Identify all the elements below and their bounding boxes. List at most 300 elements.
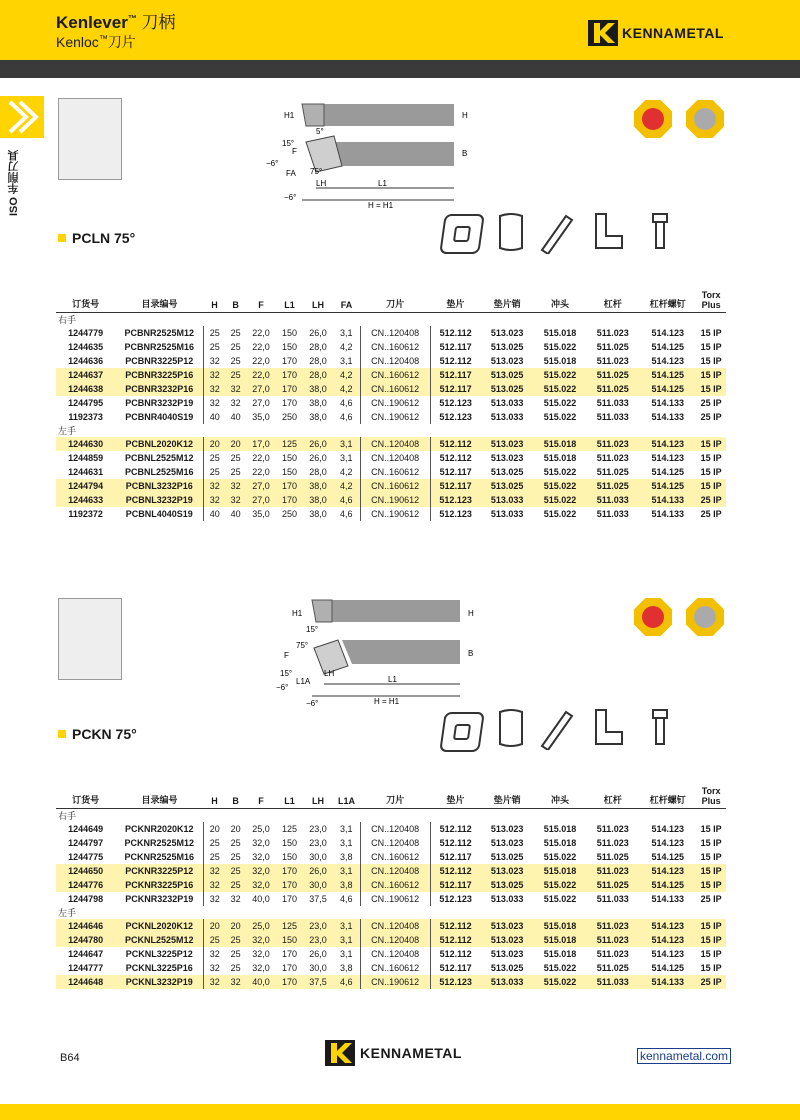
table-cell: CN..120408 [360, 437, 430, 451]
application-photo [58, 598, 122, 680]
table-cell: 511.025 [596, 342, 629, 352]
table-cell: 26,0 [303, 864, 333, 878]
side-label: ISO 车削刀具 [8, 150, 20, 217]
table-cell: 15 IP [700, 356, 722, 366]
table-cell: 511.023 [596, 453, 629, 463]
dim-label: 15° [280, 669, 293, 678]
yellow-square-icon [58, 234, 66, 242]
table-cell: 22,0 [252, 453, 270, 463]
table-cell: 250 [281, 412, 298, 422]
table-cell: 515.018 [543, 328, 577, 338]
table-cell: 514.125 [639, 382, 696, 396]
dim-label: H1 [292, 609, 303, 618]
table-cell: 25 IP [700, 412, 722, 422]
table-cell: 22,0 [246, 368, 276, 382]
material-grey-icon [686, 100, 724, 138]
column-header: FA [333, 256, 360, 313]
kennametal-logo: KENNAMETAL [324, 1040, 462, 1066]
table-cell: 515.022 [534, 368, 587, 382]
pin-icon [538, 210, 574, 254]
table-cell: 3,8 [333, 878, 360, 892]
table-row [56, 507, 726, 521]
table-cell: 515.022 [534, 382, 587, 396]
table-cell: 515.022 [543, 398, 577, 408]
table-cell: 15 IP [696, 368, 726, 382]
dim-label: 15° [282, 139, 295, 148]
table-cell: 514.123 [651, 356, 685, 366]
table-row [56, 947, 726, 961]
table-cell: 1192373 [68, 412, 103, 422]
pcln-table [56, 256, 726, 521]
table-row [56, 326, 726, 340]
dim-label: 75° [310, 167, 323, 176]
column-header: 垫片销 [481, 256, 534, 313]
table-cell: 514.123 [639, 933, 696, 947]
header-subtitle: Kenloc™刀片 [56, 33, 136, 50]
table-cell: PCBNL2525M12 [125, 453, 194, 463]
column-header: L1A [333, 752, 360, 809]
table-cell: 511.023 [596, 328, 629, 338]
table-cell: 32 [225, 493, 246, 507]
table-cell: 32,0 [246, 878, 276, 892]
table-cell: 514.123 [651, 838, 685, 848]
website-link[interactable]: kennametal.com [637, 1048, 731, 1064]
table-cell: PCKNL3225P12 [125, 949, 193, 959]
table-row [56, 919, 726, 933]
table-cell: 512.117 [430, 340, 481, 354]
table-cell: CN..160612 [360, 368, 430, 382]
material-red-icon [634, 598, 672, 636]
table-cell: 23,0 [303, 933, 333, 947]
table-cell: 32 [225, 382, 246, 396]
table-cell: 38,0 [303, 493, 333, 507]
table-cell: 28,0 [309, 467, 327, 477]
table-cell: 20 [225, 919, 246, 933]
table-cell: 25 [204, 326, 225, 340]
table-cell: 170 [276, 864, 303, 878]
table-row [56, 933, 726, 947]
table-cell: 22,0 [252, 467, 270, 477]
table-cell: PCBNR3232P19 [125, 398, 194, 408]
table-row [56, 864, 726, 878]
table-cell: PCKNL2525M12 [115, 933, 204, 947]
table-cell: 15 IP [700, 838, 722, 848]
table-cell: 515.022 [534, 493, 587, 507]
table-cell: 513.025 [481, 479, 534, 493]
chevron-right-icon [0, 96, 44, 138]
table-cell: PCKNL3225P16 [125, 963, 193, 973]
table-cell: 3,1 [340, 328, 353, 338]
table-cell: 4,2 [333, 479, 360, 493]
table-cell: 25 IP [700, 509, 722, 519]
table-cell: 1244647 [68, 949, 104, 959]
table-cell: 25 [204, 933, 225, 947]
table-cell: 3,1 [333, 933, 360, 947]
table-cell: 1244777 [68, 963, 104, 973]
table-cell: 515.018 [543, 453, 577, 463]
table-cell: CN..190612 [360, 396, 430, 410]
column-header: LH [303, 752, 333, 809]
table-cell: 32 [204, 354, 225, 368]
table-cell: CN..160612 [360, 340, 430, 354]
table-cell: 25 [230, 453, 241, 463]
table-cell: 25 [230, 328, 241, 338]
table-cell: 25,0 [252, 824, 270, 834]
table-cell: 250 [281, 509, 298, 519]
table-cell: 22,0 [252, 356, 270, 366]
table-cell: 511.025 [596, 467, 629, 477]
table-cell: 25 [230, 852, 241, 862]
table-cell: CN..160612 [360, 465, 430, 479]
table-cell: 1244648 [56, 975, 115, 989]
table-cell: 125 [276, 437, 303, 451]
table-cell: 514.123 [639, 864, 696, 878]
table-cell: 3,1 [340, 824, 353, 834]
table-cell: 514.133 [651, 509, 685, 519]
table-cell: 150 [281, 453, 298, 463]
dim-label: LH [324, 669, 335, 678]
table-cell: 512.112 [430, 437, 481, 451]
table-cell: 32,0 [246, 933, 276, 947]
table-cell: 512.123 [430, 493, 481, 507]
table-cell: 514.123 [639, 919, 696, 933]
table-cell: 515.022 [534, 975, 587, 989]
table-cell: 25 [225, 933, 246, 947]
table-cell: 38,0 [309, 398, 327, 408]
dim-label: LH [316, 179, 327, 188]
table-cell: 514.123 [651, 824, 685, 834]
table-cell: 28,0 [309, 356, 327, 366]
table-cell: 25,0 [246, 919, 276, 933]
column-header: 订货号 [56, 256, 115, 313]
table-cell: 32 [204, 396, 225, 410]
column-header: H [204, 752, 225, 809]
section-title: PCKN 75° [58, 726, 137, 742]
column-header: LH [303, 256, 333, 313]
table-cell: 27,0 [246, 382, 276, 396]
table-cell: 515.018 [543, 824, 577, 834]
table-cell: 514.125 [639, 878, 696, 892]
table-cell: 15 IP [700, 963, 722, 973]
dim-label: L1 [378, 179, 387, 188]
table-cell: 40,0 [252, 894, 270, 904]
column-header: 目录编号 [115, 256, 204, 313]
table-cell: 511.023 [586, 933, 639, 947]
insert-icon [439, 712, 485, 752]
table-cell: 15 IP [696, 933, 726, 947]
table-cell: 22,0 [252, 342, 270, 352]
table-cell: CN..160612 [360, 961, 430, 975]
table-cell: PCBNL2525M16 [125, 467, 194, 477]
table-cell: PCKNL3232P19 [115, 975, 204, 989]
table-cell: 513.023 [490, 824, 524, 834]
column-header: F [246, 256, 276, 313]
table-cell: 30,0 [309, 963, 327, 973]
table-cell: CN..120408 [360, 326, 430, 340]
table-cell: 511.025 [586, 479, 639, 493]
table-cell: 4,6 [340, 398, 353, 408]
table-cell: 25 [225, 368, 246, 382]
material-red-icon [634, 100, 672, 138]
table-cell: 512.123 [430, 410, 481, 424]
table-cell: 32 [204, 479, 225, 493]
table-cell: 515.018 [534, 864, 587, 878]
table-cell: 512.117 [430, 850, 481, 864]
table-cell: 15 IP [700, 467, 722, 477]
column-header: 刀片 [360, 752, 430, 809]
table-cell: 515.022 [534, 878, 587, 892]
kennametal-logo: KENNAMETAL [588, 20, 724, 46]
table-cell: 32 [204, 368, 225, 382]
table-cell: PCKNR3232P19 [125, 894, 194, 904]
table-cell: PCBNL4040S19 [125, 509, 193, 519]
table-cell: CN..120408 [360, 354, 430, 368]
table-cell: 150 [281, 852, 298, 862]
tool-drawing [272, 592, 482, 712]
dim-label: 75° [296, 641, 309, 650]
table-cell: 26,0 [303, 437, 333, 451]
table-cell: 511.025 [586, 878, 639, 892]
dim-label: L1A [296, 677, 311, 686]
table-cell: 32 [204, 493, 225, 507]
table-cell: 3,8 [340, 852, 353, 862]
table-cell: 170 [281, 356, 298, 366]
table-cell: 37,5 [309, 894, 327, 904]
table-cell: 150 [276, 933, 303, 947]
table-cell: 15 IP [700, 824, 722, 834]
table-cell: 1244631 [68, 467, 104, 477]
table-cell: CN..190612 [360, 493, 430, 507]
table-cell: 3,1 [333, 864, 360, 878]
table-cell: PCKNR2525M12 [124, 838, 195, 848]
table-cell: 1244635 [68, 342, 104, 352]
lever-icon [590, 708, 626, 748]
column-header: 垫片 [430, 752, 481, 809]
table-cell: 512.112 [430, 947, 481, 961]
table-cell: 32 [204, 864, 225, 878]
table-cell: 514.123 [651, 328, 685, 338]
table-cell: 511.023 [596, 824, 629, 834]
table-cell: 32,0 [252, 963, 270, 973]
table-cell: 513.023 [490, 356, 524, 366]
table-cell: 32,0 [252, 949, 270, 959]
table-cell: 514.125 [639, 479, 696, 493]
table-cell: 512.123 [430, 975, 481, 989]
table-cell: 513.025 [481, 382, 534, 396]
table-row [56, 493, 726, 507]
table-cell: 4,6 [340, 412, 353, 422]
table-row [56, 465, 726, 479]
column-header: 杠杆螺钉 [639, 752, 696, 809]
table-cell: 3,1 [340, 356, 353, 366]
dim-label: 15° [306, 625, 319, 634]
table-cell: 513.033 [490, 509, 524, 519]
insert-icon [439, 214, 485, 254]
table-cell: 20 [230, 824, 241, 834]
table-cell: 28,0 [309, 342, 327, 352]
table-cell: 125 [281, 824, 298, 834]
table-cell: 513.023 [481, 864, 534, 878]
table-row [56, 354, 726, 368]
application-photo [58, 98, 122, 180]
table-cell: 513.023 [490, 838, 524, 848]
table-cell: 32 [230, 894, 241, 904]
table-cell: 514.133 [639, 493, 696, 507]
table-row [56, 396, 726, 410]
table-cell: 25 [230, 963, 241, 973]
table-cell: 27,0 [252, 398, 270, 408]
table-cell: 513.025 [481, 878, 534, 892]
table-cell: 513.033 [481, 493, 534, 507]
dim-label: H [462, 111, 468, 120]
dim-label: H = H1 [374, 697, 400, 706]
table-cell: 4,2 [340, 467, 353, 477]
table-cell: 515.018 [543, 838, 577, 848]
table-row [56, 878, 726, 892]
table-cell: 1244779 [68, 328, 104, 338]
dim-label: B [468, 649, 474, 658]
table-cell: 1244776 [56, 878, 115, 892]
table-cell: 23,0 [309, 838, 327, 848]
table-cell: 515.018 [534, 437, 587, 451]
header-dark-band [0, 60, 800, 78]
table-cell: 1244649 [68, 824, 104, 834]
table-cell: PCBNL2020K12 [115, 437, 204, 451]
table-cell: 513.023 [490, 453, 524, 463]
column-header: Torx Plus [696, 752, 726, 809]
table-row [56, 850, 726, 864]
table-cell: 511.033 [586, 975, 639, 989]
table-cell: 513.023 [481, 919, 534, 933]
column-header: 订货号 [56, 752, 115, 809]
dim-label: −6° [284, 193, 297, 202]
table-cell: CN..120408 [360, 864, 430, 878]
table-cell: 25 [230, 838, 241, 848]
table-cell: 28,0 [303, 368, 333, 382]
table-cell: 4,2 [333, 368, 360, 382]
table-cell: 512.123 [430, 507, 481, 521]
table-cell: 511.025 [596, 963, 629, 973]
table-cell: 150 [281, 838, 298, 848]
table-row [56, 340, 726, 354]
table-cell: 40,0 [246, 975, 276, 989]
table-cell: 515.018 [543, 356, 577, 366]
group-label-row [56, 809, 726, 823]
table-cell: 514.123 [651, 453, 685, 463]
screw-icon [650, 708, 670, 748]
table-cell: 514.125 [651, 852, 685, 862]
table-cell: 515.022 [534, 479, 587, 493]
table-cell: 25 [225, 864, 246, 878]
table-cell: 515.018 [543, 949, 577, 959]
column-header: 冲头 [534, 256, 587, 313]
table-cell: 513.033 [490, 894, 524, 904]
table-cell: 1244638 [56, 382, 115, 396]
table-cell: 32 [204, 878, 225, 892]
table-cell: 4,6 [340, 894, 353, 904]
table-cell: 514.133 [639, 975, 696, 989]
table-cell: 20 [225, 437, 246, 451]
column-header: 冲头 [534, 752, 587, 809]
table-cell: 513.033 [481, 975, 534, 989]
table-cell: 25 [204, 451, 225, 465]
table-cell: 513.023 [481, 933, 534, 947]
table-row [56, 479, 726, 493]
column-header: 刀片 [360, 256, 430, 313]
table-cell: 40 [230, 509, 241, 519]
table-cell: 170 [281, 949, 298, 959]
table-cell: 15 IP [700, 453, 722, 463]
table-cell: 32 [230, 398, 241, 408]
dim-label: H [468, 609, 474, 618]
table-cell: 170 [281, 963, 298, 973]
table-cell: 511.023 [586, 919, 639, 933]
dim-label: H = H1 [368, 201, 394, 210]
table-cell: 512.112 [430, 864, 481, 878]
table-cell: 35,0 [252, 412, 270, 422]
table-cell: 512.117 [430, 465, 481, 479]
yellow-square-icon [58, 730, 66, 738]
table-row [56, 836, 726, 850]
material-grey-icon [686, 598, 724, 636]
table-cell: 512.117 [430, 479, 481, 493]
table-cell: 15 IP [696, 382, 726, 396]
table-cell: 170 [276, 479, 303, 493]
table-cell: 25 [204, 465, 225, 479]
logo-k-icon [324, 1040, 356, 1066]
table-cell: 25 [225, 878, 246, 892]
table-cell: 511.033 [596, 509, 629, 519]
table-cell: 3,1 [333, 919, 360, 933]
table-cell: 515.022 [543, 509, 577, 519]
column-header: 垫片销 [481, 752, 534, 809]
group-label: 左手 [58, 426, 77, 436]
group-label: 左手 [58, 908, 77, 918]
table-cell: 38,0 [309, 412, 327, 422]
logo-k-icon [588, 20, 618, 46]
table-cell: 515.022 [543, 852, 577, 862]
table-cell: 125 [276, 919, 303, 933]
table-cell: 1244797 [68, 838, 104, 848]
table-cell: PCKNR2020K12 [125, 824, 194, 834]
dim-label: 5° [316, 127, 324, 136]
table-cell: CN..120408 [360, 822, 430, 836]
table-cell: 40 [204, 410, 225, 424]
table-cell: PCBNL3232P16 [115, 479, 204, 493]
table-cell: 15 IP [696, 437, 726, 451]
column-header: F [246, 752, 276, 809]
table-cell: 32 [204, 382, 225, 396]
header-title: Kenlever™ 刀柄 [56, 13, 176, 32]
table-cell: 513.025 [490, 963, 524, 973]
column-header: 杠杆 [586, 752, 639, 809]
table-cell: CN..190612 [360, 892, 430, 906]
table-cell: 32 [204, 961, 225, 975]
pckn-table [56, 752, 726, 989]
table-cell: 25 IP [700, 894, 722, 904]
table-cell: 37,5 [303, 975, 333, 989]
table-cell: 512.117 [430, 368, 481, 382]
table-cell: 4,6 [333, 975, 360, 989]
column-header: B [225, 752, 246, 809]
table-cell: 512.112 [430, 933, 481, 947]
column-header: H [204, 256, 225, 313]
table-cell: 511.025 [586, 382, 639, 396]
table-cell: 514.123 [651, 949, 685, 959]
table-cell: 514.125 [639, 368, 696, 382]
table-cell: 1244650 [56, 864, 115, 878]
table-cell: 22,0 [252, 328, 270, 338]
